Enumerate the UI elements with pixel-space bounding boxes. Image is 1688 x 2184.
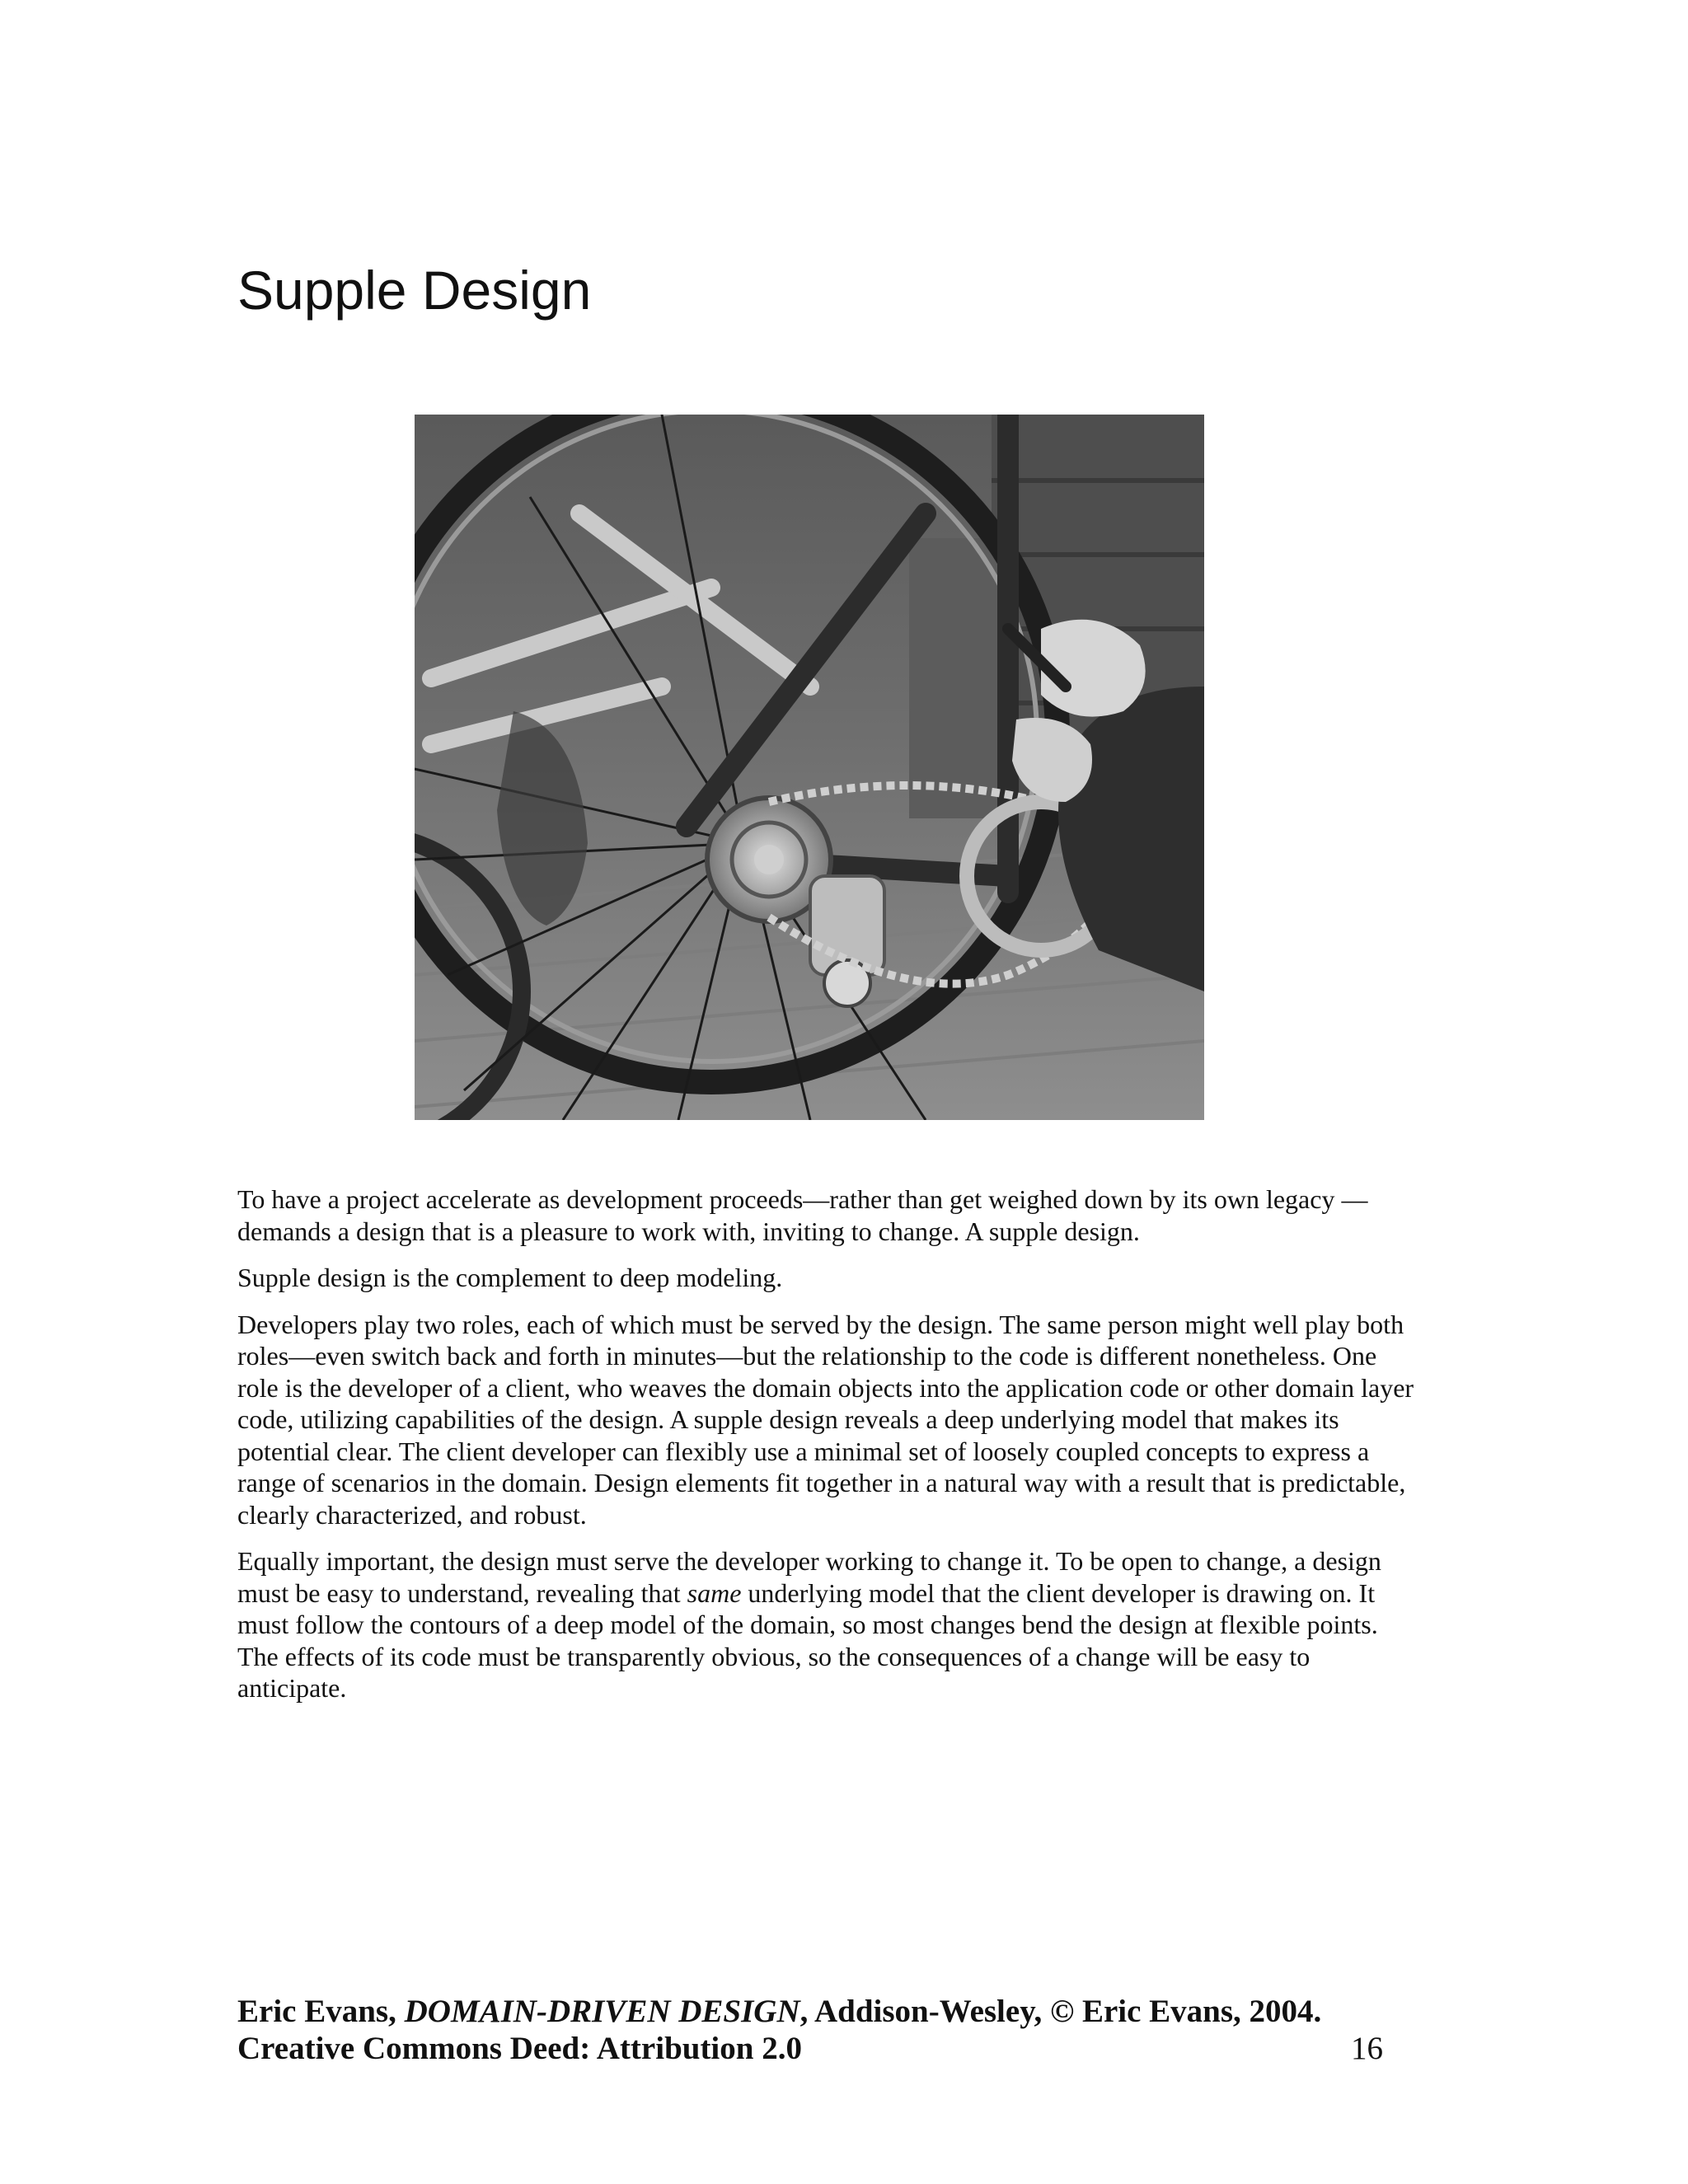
page-number: 16 (1351, 2031, 1383, 2066)
paragraph-1: To have a project accelerate as development proceeds—rather than get weighed down by its own legacy —demands a design that is a pleasure to work with, inviting to change. A supple design. (237, 1184, 1368, 1246)
footer-author: Eric Evans, (237, 1994, 405, 2029)
copyright-icon: © (1050, 1994, 1075, 2029)
body-text (237, 1183, 1416, 1719)
page-title: Supple Design (237, 260, 592, 321)
emphasis-same: same (687, 1577, 742, 1608)
license-line (237, 2030, 1383, 2067)
bicycle-repair-photo-icon (415, 415, 1204, 1120)
footer-book-title: DOMAIN-DRIVEN DESIGN (404, 1994, 800, 2029)
footer-publisher: , Addison-Wesley, (799, 1994, 1051, 2029)
footer-copyright: Eric Evans, 2004. (1074, 1994, 1322, 2029)
paragraph-2: Supple design is the complement to deep modeling. (237, 1263, 783, 1292)
paragraph-4-text-after: underlying model that the client developer is drawing on. It must follow the contours of a deep model of the domain, so most changes bend the design at flexible points. The effects of its code must be transparently obvious, so the consequences of a change will be easy to anticipate. (237, 1577, 1378, 1703)
page-footer (237, 1993, 1383, 2067)
footer-license: Creative Commons Deed: Attribution 2.0 (237, 2031, 802, 2066)
paragraph-4-text-before: Equally important, the design must serve the developer working to change it. To be open to change, a design must be easy to understand, revealing that (237, 1546, 1381, 1608)
paragraph-4 (237, 1545, 1416, 1704)
citation-line (237, 1993, 1383, 2030)
paragraph-3: Developers play two roles, each of which must be served by the design. The same person might well play both roles—even switch back and forth in minutes—but the relationship to the code is different nonetheless. One role is the developer of a client, who weaves the domain objects into the application code or other domain layer code, utilizing capabilities of the design. A supple design reveals a deep underlying model that makes its potential clear. The client developer can flexibly use a minimal set of loosely coupled concepts to express a range of scenarios in the domain. Design elements fit together in a natural way with a result that is predictable, clearly characterized, and robust. (237, 1309, 1414, 1530)
